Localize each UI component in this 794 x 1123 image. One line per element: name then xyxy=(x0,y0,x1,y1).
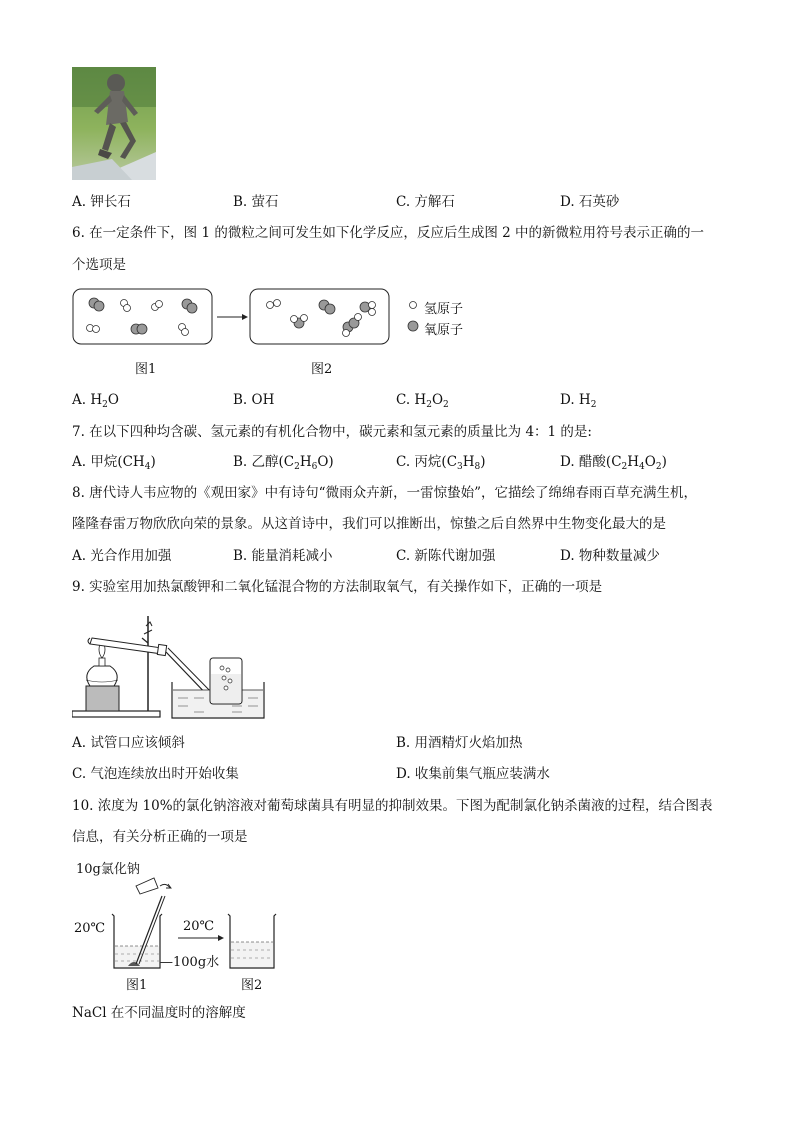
q6-fig2-caption: 图2 xyxy=(311,362,333,377)
q6-option-d: D. $H_2$ xyxy=(560,392,597,410)
q5-option-d: D. 石英砂 xyxy=(560,194,620,210)
q5-option-b: B. 萤石 xyxy=(233,194,279,210)
q10-fig2-caption: 图2 xyxy=(241,978,263,993)
q7-option-b: B. 乙醇$(C_2H_6O)$ xyxy=(233,454,334,472)
q8-option-b: B. 能量消耗减小 xyxy=(233,548,333,564)
q9-option-d: D. 收集前集气瓶应装满水 xyxy=(396,766,550,782)
q9-option-a: A. 试管口应该倾斜 xyxy=(72,735,185,751)
q8-option-c: C. 新陈代谢加强 xyxy=(396,548,496,564)
q10-stem-line2: 信息，有关分析正确的一项是 xyxy=(72,829,248,845)
q9-option-b: B. 用酒精灯火焰加热 xyxy=(396,735,523,751)
q9-option-c: C. 气泡连续放出时开始收集 xyxy=(72,766,239,782)
legend-oxygen: 氧原子 xyxy=(424,323,464,338)
q6-option-c: C. $H_2O_2$ xyxy=(396,392,449,410)
q6-stem-line1: 6. 在一定条件下，图 1 的微粒之间可发生如下化学反应，反应后生成图 2 中的新微粒用符号表示正确的一 xyxy=(72,225,705,241)
legend-hydrogen: 氢原子 xyxy=(424,302,464,317)
q8-option-d: D. 物种数量减少 xyxy=(560,548,660,564)
q5-option-c: C. 方解石 xyxy=(396,194,455,210)
label-temp-beaker1: 20℃ xyxy=(74,921,106,936)
label-100g-water: —100g水 xyxy=(160,955,220,970)
q6-reaction-diagram xyxy=(72,287,472,349)
q8-option-a: A. 光合作用加强 xyxy=(72,548,172,564)
q10-stem-line1: 10. 浓度为 10%的氯化钠溶液对葡萄球菌具有明显的抑制效果。下图为配制氯化钠杀菌液的过程，结合图表 xyxy=(72,798,713,814)
q7-option-d: D. 醋酸$(C_2H_4O_2)$ xyxy=(560,454,667,472)
statue-photo xyxy=(72,67,156,180)
q7-stem: 7. 在以下四种均含碳、氢元素的有机化合物中，碳元素和氢元素的质量比为 4：1 的是: xyxy=(72,424,592,440)
q5-option-a: A. 钾长石 xyxy=(72,194,131,210)
q6-option-b: B. OH xyxy=(233,392,275,408)
q9-stem: 9. 实验室用加热氯酸钾和二氧化锰混合物的方法制取氧气，有关操作如下，正确的一项是 xyxy=(72,579,603,595)
q6-fig1-caption: 图1 xyxy=(135,362,157,377)
q6-stem-line2: 个选项是 xyxy=(72,257,126,273)
q10-table-caption: NaCl 在不同温度时的溶解度 xyxy=(72,1005,246,1021)
label-temp-arrow: 20℃ xyxy=(183,919,215,934)
q7-option-a: A. 甲烷$(CH_4)$ xyxy=(72,454,156,472)
q7-option-c: C. 丙烷$(C_3H_8)$ xyxy=(396,454,486,472)
q6-option-a: A. $H_2O$ xyxy=(72,392,119,410)
q8-stem-line2: 隆隆春雷万物欣欣向荣的景象。从这首诗中，我们可以推断出，惊蛰之后自然界中生物变化最大的是 xyxy=(72,516,666,532)
q8-stem-line1: 8. 唐代诗人韦应物的《观田家》中有诗句“微雨众卉新，一雷惊蛰始”，它描绘了绵绵春雨百草充满生机， xyxy=(72,485,697,501)
q10-fig1-caption: 图1 xyxy=(126,978,148,993)
label-10g-nacl: 10g氯化钠 xyxy=(76,862,140,877)
q9-apparatus-diagram xyxy=(72,608,272,723)
